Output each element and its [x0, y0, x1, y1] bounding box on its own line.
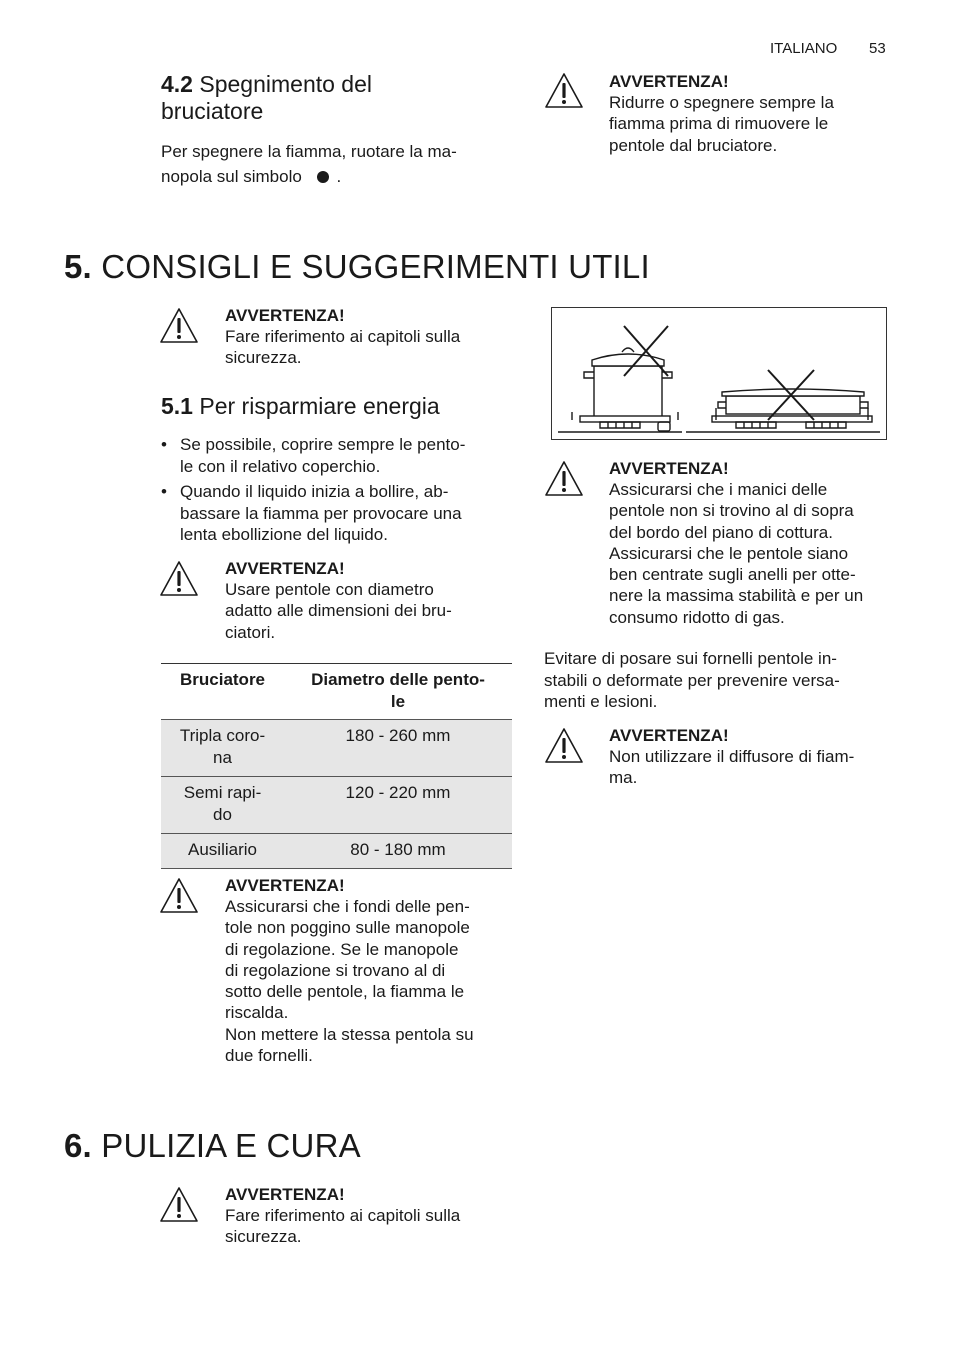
chapter-6-heading	[64, 1126, 361, 1166]
warning-line: riscalda.	[225, 1003, 289, 1023]
warning-line: Ridurre o spegnere sempre la	[609, 93, 834, 112]
section-number: 5.1	[161, 393, 193, 419]
list-item	[161, 481, 516, 546]
warning-text	[225, 1205, 515, 1248]
warning-text	[225, 896, 520, 1066]
warning-block	[225, 1184, 515, 1248]
chapter-title: PULIZIA E CURA	[101, 1127, 361, 1164]
table-cell: Ausiliario	[161, 834, 284, 869]
warning-line: due fornelli.	[225, 1046, 313, 1066]
warning-block	[225, 875, 520, 1066]
warning-title: AVVERTENZA!	[225, 876, 345, 895]
warning-line: di regolazione. Se le manopole	[225, 939, 459, 959]
list-line: lenta ebollizione del liquido.	[180, 525, 388, 544]
paragraph-line: menti e lesioni.	[544, 692, 658, 711]
warning-title: AVVERTENZA!	[225, 306, 345, 325]
warning-line: pentole non si trovino al di sopra	[609, 501, 854, 521]
pans-illustration	[551, 307, 887, 440]
warning-icon	[544, 727, 584, 765]
paragraph-line: Evitare di posare sui fornelli pentole in-	[544, 649, 837, 668]
header-language: ITALIANO	[770, 40, 838, 57]
warning-block	[225, 305, 515, 369]
warning-line: Non utilizzare il diffusore di fiam-	[609, 747, 855, 766]
list-line: • Quando il liquido inizia a bollire, ab-	[180, 482, 449, 501]
section-title-line2: bruciatore	[161, 98, 264, 124]
pans-on-burners-drawing	[552, 308, 886, 439]
table-row	[161, 720, 512, 777]
section-title-line1: Spegnimento del	[199, 71, 372, 97]
warning-line: Non mettere la stessa pentola su	[225, 1024, 474, 1044]
table-header-row	[161, 664, 512, 720]
warning-line: sicurezza.	[225, 348, 302, 368]
warning-text	[609, 746, 909, 789]
warning-line: sotto delle pentole, la fiamma le	[225, 982, 465, 1002]
warning-text	[225, 579, 515, 643]
warning-icon	[544, 460, 584, 498]
unstable-pans-paragraph	[544, 648, 904, 713]
table-cell: 120 - 220 mm	[284, 777, 512, 834]
warning-line: del bordo del piano di cottura.	[609, 522, 833, 542]
warning-line: nere la massima stabilità e per un	[609, 586, 864, 606]
warning-line: tole non poggino sulle manopole	[225, 918, 470, 938]
warning-icon	[159, 1186, 199, 1224]
warning-line: ma.	[609, 768, 638, 788]
list-item	[161, 434, 516, 477]
paragraph-line: stabili o deformate per prevenire versa-	[544, 670, 840, 690]
chapter-number: 5.	[64, 248, 92, 285]
warning-block	[609, 458, 909, 628]
section-title: Per risparmiare energia	[199, 393, 440, 419]
warning-line: di regolazione si trovano al di	[225, 960, 446, 980]
warning-title: AVVERTENZA!	[609, 459, 729, 478]
section-4-2-text	[161, 139, 511, 189]
table-header: Diametro delle pento- le	[284, 664, 512, 720]
text-end: .	[336, 167, 342, 186]
list-line: bassare la fiamma per provocare una	[180, 503, 462, 523]
chapter-number: 6.	[64, 1127, 92, 1164]
warning-line: Assicurarsi che i manici delle	[609, 480, 828, 499]
warning-title: AVVERTENZA!	[609, 726, 729, 745]
warning-line: sicurezza.	[225, 1227, 302, 1247]
warning-line: consumo ridotto di gas.	[609, 607, 785, 627]
warning-text	[609, 479, 909, 628]
warning-block	[225, 558, 515, 643]
chapter-5-heading	[64, 247, 650, 287]
warning-line: Fare riferimento ai capitoli sulla	[225, 327, 461, 346]
text-line: nopola sul simbolo	[161, 167, 302, 186]
warning-text	[609, 92, 909, 156]
section-4-2-heading	[161, 71, 521, 125]
warning-line: ciatori.	[225, 622, 276, 642]
warning-line: Fare riferimento ai capitoli sulla	[225, 1206, 461, 1225]
text-line: Per spegnere la fiamma, ruotare la ma-	[161, 142, 457, 161]
list-line: • Se possibile, coprire sempre le pento-	[180, 435, 466, 454]
warning-icon	[159, 877, 199, 915]
table-cell: 80 - 180 mm	[284, 834, 512, 869]
energy-tips-list	[161, 434, 516, 550]
list-line: le con il relativo coperchio.	[180, 456, 381, 476]
warning-block	[609, 725, 909, 789]
warning-line: pentole dal bruciatore.	[609, 135, 778, 155]
warning-icon	[159, 560, 199, 598]
table-cell: 180 - 260 mm	[284, 720, 512, 777]
table-row	[161, 777, 512, 834]
warning-title: AVVERTENZA!	[225, 1185, 345, 1204]
warning-icon	[159, 307, 199, 345]
table-header: Bruciatore	[161, 664, 284, 720]
warning-line: Usare pentole con diametro	[225, 580, 434, 599]
warning-block	[609, 71, 909, 156]
warning-text	[225, 326, 515, 369]
warning-line: Assicurarsi che le pentole siano	[609, 543, 849, 563]
table-cell: Tripla coro- na	[161, 720, 284, 777]
warning-line: Assicurarsi che i fondi delle pen-	[225, 897, 470, 916]
warning-title: AVVERTENZA!	[609, 72, 729, 91]
page-number: 53	[869, 40, 886, 57]
chapter-title: CONSIGLI E SUGGERIMENTI UTILI	[101, 248, 650, 285]
off-symbol-icon	[317, 171, 329, 183]
table-cell: Semi rapi- do	[161, 777, 284, 834]
burner-diameter-table	[161, 663, 512, 869]
warning-title: AVVERTENZA!	[225, 559, 345, 578]
warning-line: ben centrate sugli anelli per otte-	[609, 565, 856, 585]
warning-line: adatto alle dimensioni dei bru-	[225, 601, 452, 621]
section-5-1-heading	[161, 393, 440, 420]
warning-line: fiamma prima di rimuovere le	[609, 114, 829, 134]
warning-icon	[544, 72, 584, 110]
section-number: 4.2	[161, 71, 193, 97]
table-row	[161, 834, 512, 869]
